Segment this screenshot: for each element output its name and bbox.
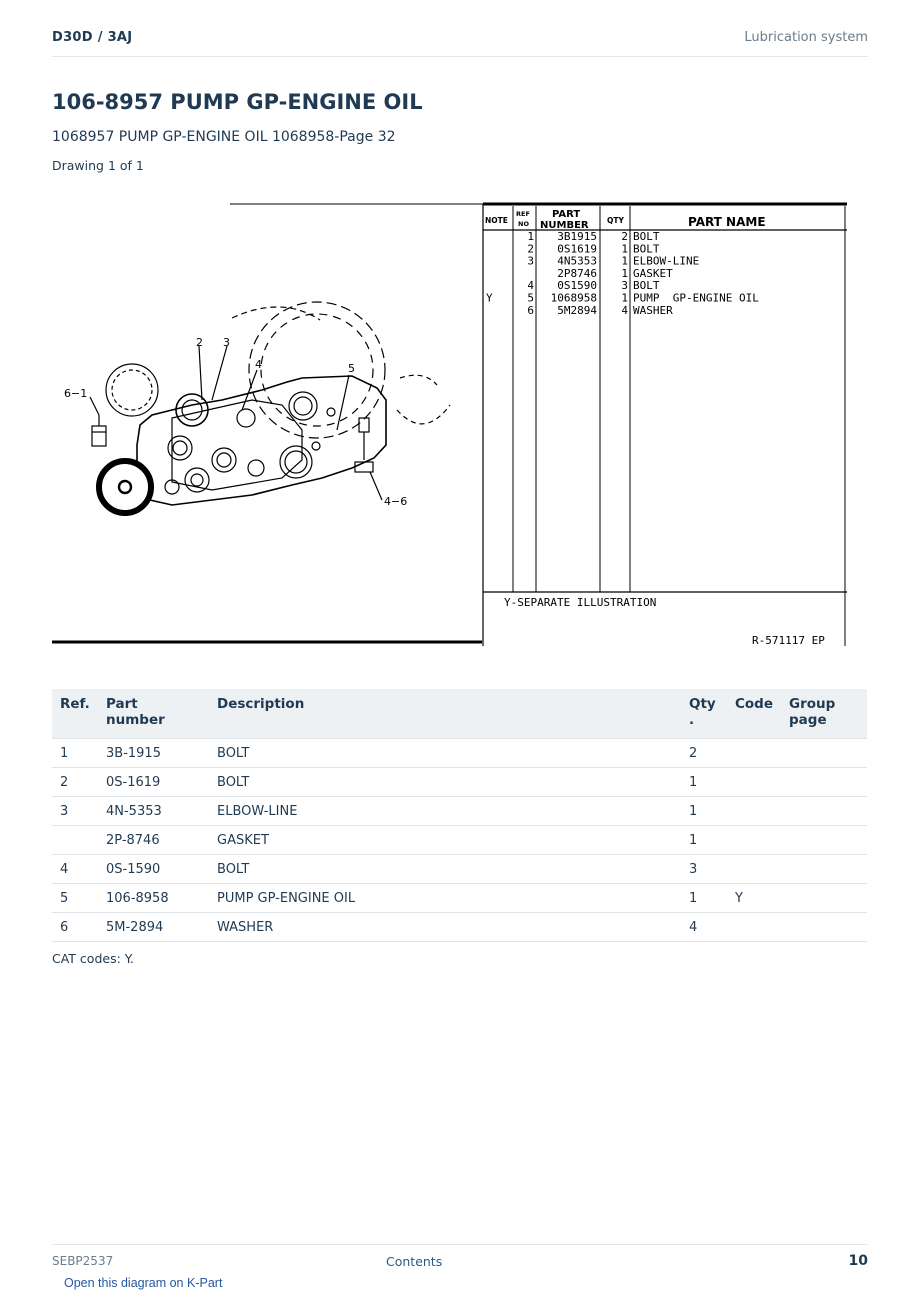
- page-number: 10: [848, 1253, 868, 1269]
- cell-qty: 1: [681, 768, 727, 797]
- cell-part-number: 5M-2894: [98, 913, 209, 942]
- cell-ref: 4: [52, 855, 98, 884]
- parts-diagram-svg: [52, 200, 852, 650]
- hdr-note: NOTE: [485, 216, 508, 225]
- page-footer: [52, 1244, 868, 1275]
- drawing-count: Drawing 1 of 1: [52, 158, 144, 173]
- drawing-cell-qty: 3: [621, 279, 628, 293]
- drawing-cell-ref: 4: [527, 279, 534, 293]
- drawing-cell-part-number: 3B1915: [557, 230, 597, 243]
- drawing-cell-part-number: 0S1590: [557, 279, 597, 293]
- page-title: 106-8957 PUMP GP-ENGINE OIL: [52, 90, 423, 114]
- cell-description: GASKET: [209, 826, 681, 855]
- callout-4-6: 4−6: [384, 495, 408, 508]
- model-breadcrumb: D30D / 3AJ: [52, 30, 133, 45]
- cell-code: [727, 855, 781, 884]
- drawing-cell-ref: 5: [527, 291, 534, 305]
- cell-ref: 5: [52, 884, 98, 913]
- col-header-group-b: page: [789, 712, 827, 728]
- cat-codes-note: CAT codes: Y.: [52, 951, 134, 966]
- page-header: [52, 28, 868, 57]
- table-row: [52, 826, 867, 855]
- drawing-cell-ref: 6: [527, 303, 534, 317]
- drawing-cell-part-number: 2P8746: [557, 266, 597, 280]
- document-id: SEBP2537: [52, 1254, 114, 1268]
- hdr-pn-b: NUMBER: [540, 220, 589, 231]
- drawing-cell-part-name: BOLT: [633, 242, 660, 256]
- drawing-cell-qty: 1: [621, 291, 628, 305]
- cell-group-page: [781, 855, 867, 884]
- drawing-cell-ref: 1: [527, 230, 534, 243]
- cell-code: [727, 826, 781, 855]
- cell-part-number: 0S-1590: [98, 855, 209, 884]
- section-name: Lubrication system: [744, 30, 868, 45]
- cell-qty: 1: [681, 884, 727, 913]
- drawing-cell-ref: 2: [527, 242, 534, 256]
- hdr-ref-a: REF: [516, 210, 530, 218]
- col-header-qty: [681, 689, 727, 739]
- drawing-cell-part-number: 5M2894: [557, 303, 597, 317]
- cell-group-page: [781, 797, 867, 826]
- col-header-ref: Ref.: [52, 689, 98, 739]
- drawing-cell-part-name: WASHER: [633, 303, 673, 317]
- callout-3: 3: [223, 336, 230, 349]
- drawing-footnote: Y-SEPARATE ILLUSTRATION: [504, 596, 657, 609]
- drawing-cell-qty: 2: [621, 230, 628, 243]
- cell-group-page: [781, 768, 867, 797]
- table-row: [52, 884, 867, 913]
- drawing-cell-qty: 1: [621, 266, 628, 280]
- cell-code: [727, 739, 781, 768]
- drawing-cell-part-number: 1068958: [550, 291, 597, 305]
- page-subtitle: 1068957 PUMP GP-ENGINE OIL 1068958-Page 32: [52, 129, 396, 145]
- cell-ref: 3: [52, 797, 98, 826]
- drawing-cell-part-name: BOLT: [633, 230, 660, 243]
- drawing-cell-qty: 1: [621, 242, 628, 256]
- cell-code: [727, 797, 781, 826]
- parts-diagram: [52, 200, 852, 650]
- contents-link[interactable]: Contents: [386, 1254, 443, 1269]
- cell-description: BOLT: [209, 739, 681, 768]
- cell-part-number: 2P-8746: [98, 826, 209, 855]
- cell-qty: 4: [681, 913, 727, 942]
- parts-table: [52, 689, 867, 942]
- drawing-cell-part-number: 4N5353: [557, 254, 597, 268]
- cell-qty: 3: [681, 855, 727, 884]
- cell-part-number: 0S-1619: [98, 768, 209, 797]
- cell-group-page: [781, 884, 867, 913]
- hdr-pn-a: PART: [552, 209, 581, 220]
- cell-ref: [52, 826, 98, 855]
- cell-description: PUMP GP-ENGINE OIL: [209, 884, 681, 913]
- drawing-cell-part-name: BOLT: [633, 279, 660, 293]
- open-kpart-link[interactable]: Open this diagram on K-Part: [64, 1276, 223, 1290]
- drawing-cell-part-name: PUMP GP-ENGINE OIL: [633, 291, 759, 305]
- cell-description: BOLT: [209, 768, 681, 797]
- callout-5: 5: [348, 362, 355, 375]
- pump-illustration: [90, 302, 450, 513]
- cell-code: Y: [727, 884, 781, 913]
- drawing-cell-note: Y: [486, 291, 493, 305]
- cell-part-number: 4N-5353: [98, 797, 209, 826]
- col-header-group-page: [781, 689, 867, 739]
- hdr-part-name: PART NAME: [688, 215, 766, 229]
- cell-part-number: 106-8958: [98, 884, 209, 913]
- cell-group-page: [781, 826, 867, 855]
- cell-code: [727, 768, 781, 797]
- table-row: [52, 797, 867, 826]
- cell-qty: 1: [681, 797, 727, 826]
- cell-group-page: [781, 913, 867, 942]
- parts-table-header: [52, 689, 867, 739]
- col-header-code: Code: [727, 689, 781, 739]
- table-row: [52, 855, 867, 884]
- col-header-qty-a: Qty: [689, 696, 716, 712]
- callout-2: 2: [196, 336, 203, 349]
- cell-qty: 1: [681, 826, 727, 855]
- drawing-ref-code: R-571117 EP: [752, 634, 825, 647]
- col-header-description: Description: [209, 689, 681, 739]
- table-row: [52, 739, 867, 768]
- drawing-cell-part-number: 0S1619: [557, 242, 597, 256]
- hdr-qty: QTY: [607, 216, 624, 225]
- drawing-cell-qty: 4: [621, 303, 628, 317]
- col-header-group-a: Group: [789, 696, 836, 712]
- cell-ref: 1: [52, 739, 98, 768]
- callout-6-1: 6−1: [64, 387, 88, 400]
- table-row: [52, 768, 867, 797]
- table-row: [52, 913, 867, 942]
- drawing-cell-part-name: GASKET: [633, 266, 673, 280]
- cell-description: BOLT: [209, 855, 681, 884]
- cell-ref: 2: [52, 768, 98, 797]
- drawing-cell-ref: 3: [527, 254, 534, 268]
- drawing-cell-part-name: ELBOW-LINE: [633, 254, 700, 268]
- cell-group-page: [781, 739, 867, 768]
- cell-part-number: 3B-1915: [98, 739, 209, 768]
- cell-code: [727, 913, 781, 942]
- cell-description: ELBOW-LINE: [209, 797, 681, 826]
- hdr-ref-b: NO: [518, 220, 529, 228]
- cell-description: WASHER: [209, 913, 681, 942]
- drawing-parts-list: [483, 204, 847, 647]
- col-header-qty-b: .: [689, 712, 695, 728]
- cell-qty: 2: [681, 739, 727, 768]
- drawing-cell-qty: 1: [621, 254, 628, 268]
- callout-4: 4: [255, 358, 262, 371]
- cell-ref: 6: [52, 913, 98, 942]
- col-header-part-number: Part number: [98, 689, 209, 739]
